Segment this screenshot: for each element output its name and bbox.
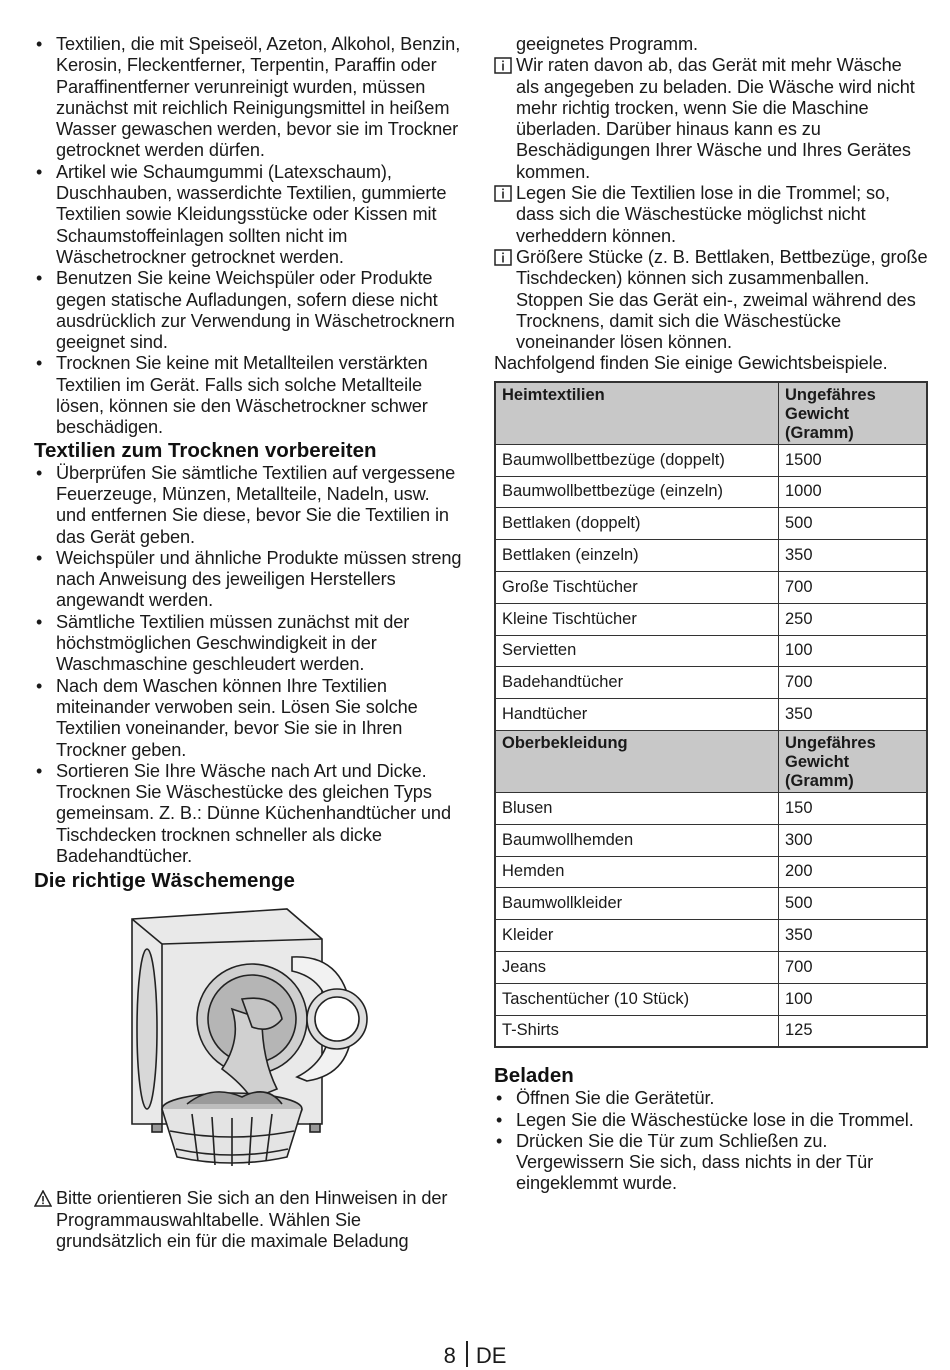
list-item: • Weichspüler und ähnliche Produkte müssen streng nach Anweisung des jeweiligen Herstellers angewandt werden.	[34, 548, 464, 612]
weight-cell: 200	[779, 856, 928, 888]
info-note	[494, 247, 928, 353]
item-cell: Hemden	[495, 856, 779, 888]
table-header-cell: Ungefähres Gewicht (Gramm)	[779, 382, 928, 445]
item-cell: Badehandtücher	[495, 667, 779, 699]
weight-cell: 500	[779, 888, 928, 920]
table-row	[495, 856, 927, 888]
item-cell: Taschentücher (10 Stück)	[495, 983, 779, 1015]
weight-cell: 100	[779, 635, 928, 667]
table-header-cell: Heimtextilien	[495, 382, 779, 445]
weight-table	[494, 381, 928, 1049]
weight-cell: 100	[779, 983, 928, 1015]
table-header-cell: Oberbekleidung	[495, 730, 779, 792]
table-row	[495, 920, 927, 952]
page-footer	[0, 1343, 950, 1370]
section-heading-amount: Die richtige Wäschemenge	[34, 869, 295, 893]
list-item: • Öffnen Sie die Gerätetür.	[494, 1088, 928, 1109]
section-heading-loading: Beladen	[494, 1064, 574, 1088]
weight-cell: 350	[779, 920, 928, 952]
weight-cell: 125	[779, 1015, 928, 1047]
list-item: • Textilien, die mit Speiseöl, Azeton, Alkohol, Benzin, Kerosin, Fleckentferner, Terpentin, Paraffin oder Paraffinentferner verunreinigt wurden, müssen zunächst mit reichlich Reinigungsmittel in heißem Wasser gewaschen werden, bevor sie im Trockner getrocknet werden dürfen.	[34, 34, 464, 162]
loading-list	[494, 1088, 928, 1194]
item-cell: T-Shirts	[495, 1015, 779, 1047]
section-heading-prepare: Textilien zum Trocknen vorbereiten	[34, 438, 377, 462]
item-cell: Baumwollhemden	[495, 824, 779, 856]
list-item: • Sämtliche Textilien müssen zunächst mit der höchstmöglichen Geschwindigkeit in der Waschmaschine geschleudert werden.	[34, 612, 464, 676]
warning-triangle-icon	[34, 1190, 52, 1207]
list-item: • Trocknen Sie keine mit Metallteilen verstärkten Textilien im Gerät. Falls sich solche Metallteile lösen, können sie den Wäschetrockner schwer beschädigen.	[34, 353, 464, 438]
item-cell: Servietten	[495, 635, 779, 667]
table-row	[495, 540, 927, 572]
table-row	[495, 476, 927, 508]
info-note-text: Wir raten davon ab, das Gerät mit mehr Wäsche als angegeben zu beladen. Die Wäsche wird nicht mehr richtig trocken, wenn Sie die Maschine überladen. Darüber hinaus kann es zu Beschädigungen Ihrer Wäsche und Ihres Gerätes kommen.	[516, 55, 915, 182]
table-row	[495, 983, 927, 1015]
info-icon	[494, 185, 512, 202]
item-cell: Bettlaken (doppelt)	[495, 508, 779, 540]
hazard-list	[34, 34, 464, 439]
weight-cell: 350	[779, 540, 928, 572]
warning-text: Bitte orientieren Sie sich an den Hinweisen in der Programmauswahltabelle. Wählen Sie grundsätzlich ein für die maximale Beladung	[56, 1188, 448, 1251]
weight-cell: 300	[779, 824, 928, 856]
weight-cell: 1500	[779, 444, 928, 476]
dryer-illustration	[92, 899, 382, 1174]
weight-cell: 700	[779, 571, 928, 603]
list-item: • Artikel wie Schaumgummi (Latexschaum), Duschhauben, wasserdichte Textilien, gummierte Textilien sowie Kleidungsstücke oder Kissen mit Schaumstoffeinlagen sollten nicht im Wäschetrockner getrocknet werden.	[34, 162, 464, 268]
table-header-row	[495, 382, 927, 445]
table-row	[495, 571, 927, 603]
item-cell: Kleine Tischtücher	[495, 603, 779, 635]
language-code: DE	[475, 1343, 507, 1368]
weight-cell: 150	[779, 792, 928, 824]
info-note-text: Legen Sie die Textilien lose in die Trommel; so, dass sich die Wäschestücke möglichst nicht verheddern können.	[516, 183, 890, 246]
intro-text: Nachfolgend finden Sie einige Gewichtsbeispiele.	[494, 353, 888, 374]
item-cell: Bettlaken (einzeln)	[495, 540, 779, 572]
list-item: • Überprüfen Sie sämtliche Textilien auf vergessene Feuerzeuge, Münzen, Metallteile, Nadeln, usw. und entfernen Sie diese, bevor Sie die Textilien in das Gerät geben.	[34, 463, 464, 548]
table-row	[495, 824, 927, 856]
info-note-text: Größere Stücke (z. B. Bettlaken, Bettbezüge, große Tischdecken) können sich zusammenballen. Stoppen Sie das Gerät ein-, zweimal während des Trocknens, damit sich die Wäschestücke voneinander lösen können.	[516, 246, 928, 353]
info-note	[494, 183, 928, 247]
table-row	[495, 508, 927, 540]
item-cell: Handtücher	[495, 699, 779, 731]
weight-cell: 250	[779, 603, 928, 635]
weight-cell: 500	[779, 508, 928, 540]
item-cell: Baumwollbettbezüge (einzeln)	[495, 476, 779, 508]
table-row	[495, 888, 927, 920]
info-icon	[494, 249, 512, 266]
list-item: • Drücken Sie die Tür zum Schließen zu. Vergewissern Sie sich, dass nichts in der Tür eingeklemmt wurde.	[494, 1131, 928, 1195]
weight-cell: 700	[779, 667, 928, 699]
item-cell: Blusen	[495, 792, 779, 824]
item-cell: Baumwollbettbezüge (doppelt)	[495, 444, 779, 476]
right-column	[494, 34, 928, 1195]
warning-note	[34, 1188, 464, 1252]
list-item: • Benutzen Sie keine Weichspüler oder Produkte gegen statische Aufladungen, sofern diese nicht ausdrücklich zur Verwendung in Wäschetrocknern geeignet sind.	[34, 268, 464, 353]
continued-text: geeignetes Programm.	[516, 34, 698, 54]
table-row	[495, 951, 927, 983]
weight-cell: 1000	[779, 476, 928, 508]
info-note	[494, 55, 928, 183]
table-row	[495, 635, 927, 667]
table-header-cell: Ungefähres Gewicht (Gramm)	[779, 730, 928, 792]
item-cell: Große Tischtücher	[495, 571, 779, 603]
table-row	[495, 1015, 927, 1047]
page-number: 8	[443, 1343, 456, 1368]
weight-cell: 350	[779, 699, 928, 731]
list-item: • Legen Sie die Wäschestücke lose in die Trommel.	[494, 1110, 928, 1131]
table-header-row	[495, 730, 927, 792]
item-cell: Baumwollkleider	[495, 888, 779, 920]
table-row	[495, 444, 927, 476]
item-cell: Kleider	[495, 920, 779, 952]
item-cell: Jeans	[495, 951, 779, 983]
info-icon	[494, 57, 512, 74]
footer-divider	[466, 1341, 468, 1367]
table-row	[495, 667, 927, 699]
table-row	[495, 699, 927, 731]
prepare-list	[34, 463, 464, 868]
table-row	[495, 603, 927, 635]
table-row	[495, 792, 927, 824]
list-item: • Nach dem Waschen können Ihre Textilien miteinander verwoben sein. Lösen Sie solche Textilien voneinander, bevor Sie sie in Ihren Trockner geben.	[34, 676, 464, 761]
weight-cell: 700	[779, 951, 928, 983]
left-column	[34, 34, 464, 1252]
list-item: • Sortieren Sie Ihre Wäsche nach Art und Dicke. Trocknen Sie Wäschestücke des gleichen Typs gemeinsam. Z. B.: Dünne Küchenhandtücher und Tischdecken trocknen schneller als dicke Badehandtücher.	[34, 761, 464, 867]
